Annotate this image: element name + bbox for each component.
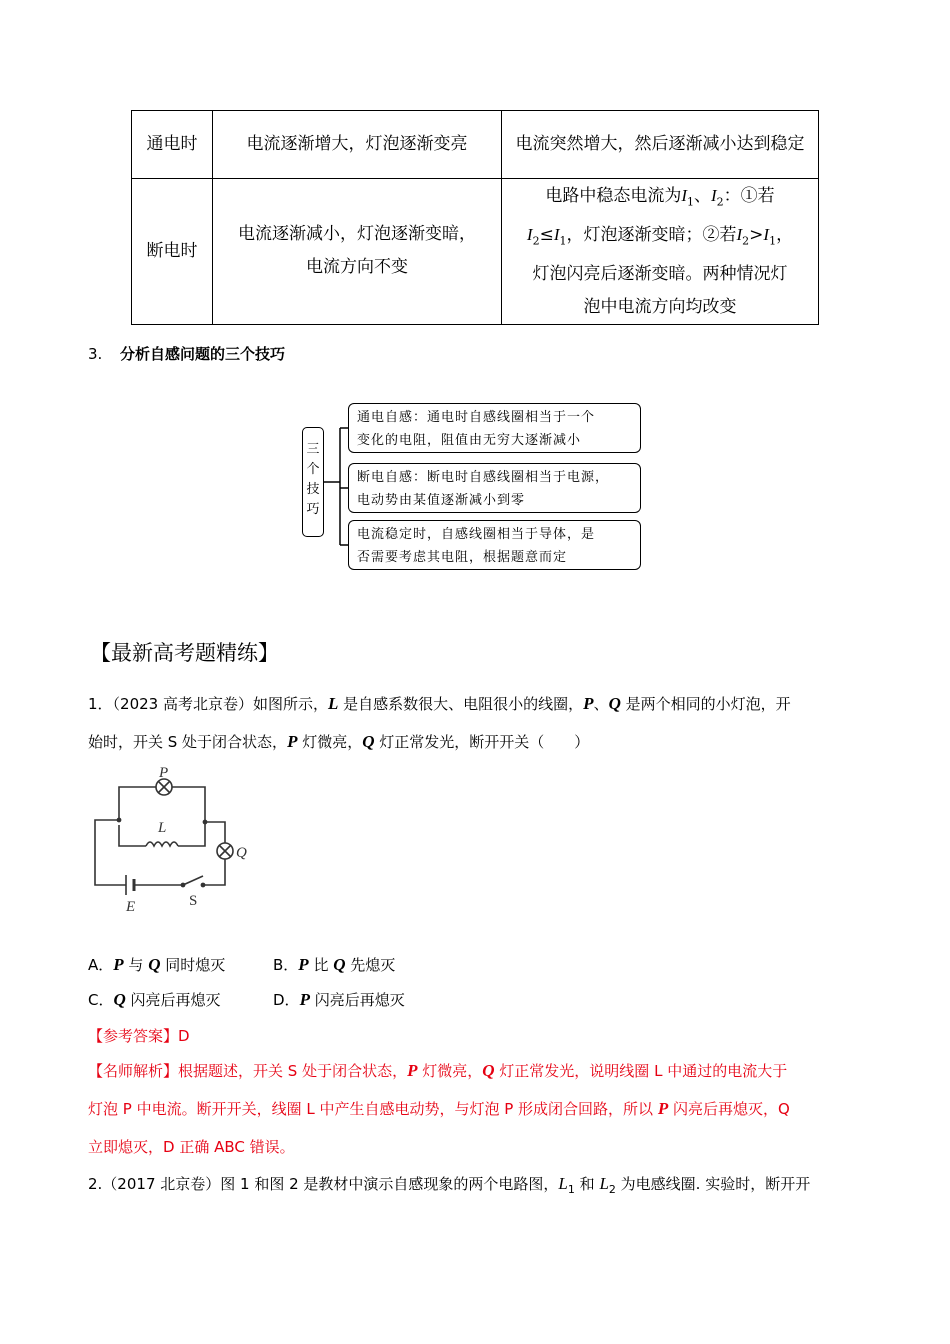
analysis-line-1: 【名师解析】根据题述，开关 S 处于闭合状态，P 灯微亮，Q 灯正常发光，说明线圈 L 中通过的电流大于 [88,1061,788,1080]
table-cell: 电流突然增大，然后逐渐减小达到稳定 [502,111,819,179]
comparison-table [131,110,819,325]
label-S: S [189,893,198,909]
tip-box: 电流稳定时，自感线圈相当于导体，是 否需要考虑其电阻，根据题意而定 [348,520,641,570]
option-B[interactable]: B．P 比 Q 先熄灭 [273,955,396,974]
cell-line: 泡中电流方向均改变 [583,296,737,317]
table-row [132,179,819,325]
option-D[interactable]: D．P 闪亮后再熄灭 [273,990,405,1009]
row-label: 断电时 [132,179,213,325]
diagram-root: 三 个 技 巧 [302,427,324,537]
label-P: P [159,765,169,781]
cell-line: $I_2\le I_1$，灯泡逐渐变暗；②若$I_2>I_1$， [526,225,794,248]
reference-answer: 【参考答案】D [88,1027,190,1045]
table-cell: 电流逐渐增大，灯泡逐渐变亮 [213,111,502,179]
section-number: 3. [88,345,103,363]
option-A[interactable]: A．P 与 Q 同时熄灭 [88,955,226,974]
row-label: 通电时 [132,111,213,179]
option-C[interactable]: C．Q 闪亮后再熄灭 [88,990,221,1009]
circuit-diagram [88,765,263,915]
question-1-line-1: 1．（2023 高考北京卷）如图所示，L 是自感系数很大、电阻很小的线圈，P、Q 是两个相同的小灯泡，开 [88,694,791,713]
analysis-line-2: 灯泡 P 中电流。断开开关，线圈 L 中产生自感电动势，与灯泡 P 形成闭合回路，所以 P 闪亮后再熄灭，Q [88,1099,790,1118]
cell-line: 电流方向不变 [306,257,408,278]
table-cell [213,179,502,325]
label-E: E [126,899,136,915]
section-heading [88,343,285,364]
cell-line: 电流逐渐减小，灯泡逐渐变暗， [238,224,476,245]
label-Q: Q [236,845,247,861]
analysis-line-3: 立即熄灭，D 正确 ABC 错误。 [88,1138,295,1156]
cell-line: 电路中稳态电流为$I_1$、$I_2$：①若 [545,186,775,209]
table-row [132,111,819,179]
section-title: 分析自感问题的三个技巧 [120,345,286,363]
question-1-line-2: 始时，开关 S 处于闭合状态，P 灯微亮，Q 灯正常发光，断开开关（ ） [88,732,590,751]
tip-box: 通电自感：通电时自感线圈相当于一个 变化的电阻，阻值由无穷大逐渐减小 [348,403,641,453]
label-L: L [158,820,167,836]
section-title-latest: 【最新高考题精练】 [90,641,279,665]
table-cell [502,179,819,325]
cell-line: 灯泡闪亮后逐渐变暗。两种情况灯 [532,263,788,284]
three-tips-diagram [302,400,647,572]
tip-box: 断电自感：断电时自感线圈相当于电源， 电动势由某值逐渐减小到零 [348,463,641,513]
question-2-line-1: 2.（2017 北京卷）图 1 和图 2 是教材中演示自感现象的两个电路图，$L_1$ 和 $L_2$ 为电感线圈. 实验时，断开开 [88,1174,811,1196]
